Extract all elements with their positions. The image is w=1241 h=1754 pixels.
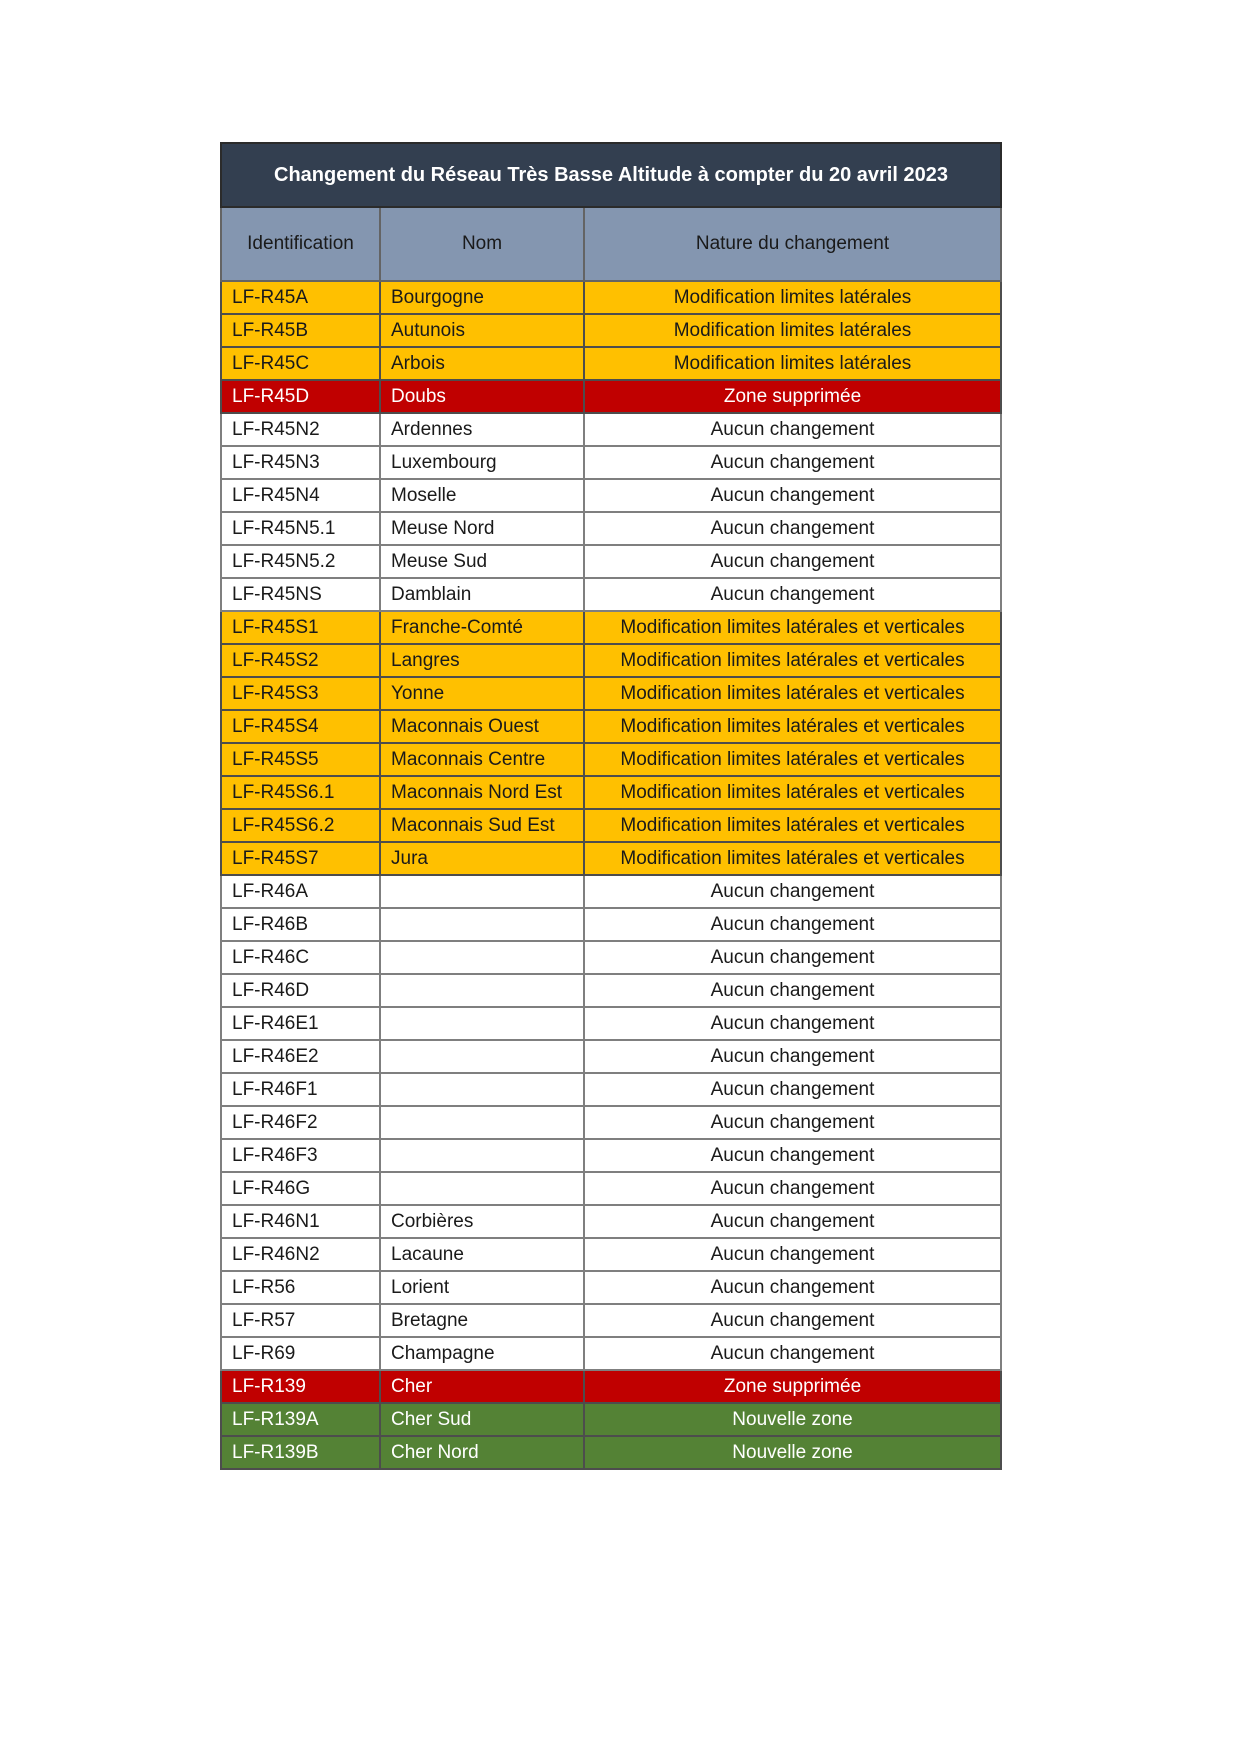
cell-nom [380,1172,584,1205]
cell-nature: Zone supprimée [584,380,1001,413]
cell-nature: Aucun changement [584,974,1001,1007]
table-row [221,446,1001,479]
cell-nom: Luxembourg [380,446,584,479]
table-row [221,1172,1001,1205]
cell-identification: LF-R46F3 [221,1139,380,1172]
cell-nature: Aucun changement [584,1337,1001,1370]
cell-identification: LF-R46N2 [221,1238,380,1271]
cell-nature: Aucun changement [584,1139,1001,1172]
cell-nom: Arbois [380,347,584,380]
cell-nom: Jura [380,842,584,875]
table-title-row [221,143,1001,207]
cell-identification: LF-R45S1 [221,611,380,644]
cell-nature: Aucun changement [584,908,1001,941]
cell-identification: LF-R45S6.2 [221,809,380,842]
cell-identification: LF-R57 [221,1304,380,1337]
cell-nom [380,1007,584,1040]
table-row [221,644,1001,677]
table-title: Changement du Réseau Très Basse Altitude à compter du 20 avril 2023 [221,143,1001,207]
table-row [221,1403,1001,1436]
cell-nature: Aucun changement [584,1271,1001,1304]
cell-nature: Modification limites latérales et verticales [584,710,1001,743]
cell-identification: LF-R46G [221,1172,380,1205]
cell-nom: Maconnais Centre [380,743,584,776]
cell-identification: LF-R45NS [221,578,380,611]
cell-identification: LF-R45C [221,347,380,380]
cell-nom: Champagne [380,1337,584,1370]
cell-nature: Modification limites latérales [584,281,1001,314]
cell-nature: Modification limites latérales et verticales [584,644,1001,677]
cell-nature: Aucun changement [584,1106,1001,1139]
cell-identification: LF-R45S6.1 [221,776,380,809]
cell-nom [380,875,584,908]
cell-nature: Modification limites latérales et verticales [584,743,1001,776]
cell-identification: LF-R46E1 [221,1007,380,1040]
table-body [221,281,1001,1469]
cell-nom: Cher Nord [380,1436,584,1469]
cell-nom: Damblain [380,578,584,611]
cell-identification: LF-R46B [221,908,380,941]
cell-nature: Modification limites latérales et verticales [584,842,1001,875]
cell-nature: Modification limites latérales et verticales [584,611,1001,644]
cell-identification: LF-R69 [221,1337,380,1370]
cell-nature: Aucun changement [584,578,1001,611]
table-row [221,1040,1001,1073]
cell-nature: Nouvelle zone [584,1403,1001,1436]
table-row [221,347,1001,380]
tbla-change-table [220,142,1000,1470]
table-row [221,611,1001,644]
change-table [220,142,1002,1470]
cell-nature: Modification limites latérales [584,314,1001,347]
cell-nom [380,908,584,941]
cell-nature: Aucun changement [584,1304,1001,1337]
table-row [221,380,1001,413]
table-row [221,974,1001,1007]
cell-identification: LF-R45S5 [221,743,380,776]
cell-nom: Lacaune [380,1238,584,1271]
cell-identification: LF-R45N5.1 [221,512,380,545]
cell-identification: LF-R46E2 [221,1040,380,1073]
cell-nom: Maconnais Ouest [380,710,584,743]
table-row [221,743,1001,776]
cell-nature: Aucun changement [584,1172,1001,1205]
cell-nom: Bourgogne [380,281,584,314]
cell-nom: Maconnais Nord Est [380,776,584,809]
cell-nom [380,1106,584,1139]
table-row [221,941,1001,974]
cell-nom [380,941,584,974]
table-header-row [221,207,1001,281]
table-row [221,1007,1001,1040]
cell-nature: Modification limites latérales [584,347,1001,380]
cell-nature: Aucun changement [584,1238,1001,1271]
cell-identification: LF-R45N3 [221,446,380,479]
cell-nom: Langres [380,644,584,677]
cell-identification: LF-R45S3 [221,677,380,710]
cell-nom: Maconnais Sud Est [380,809,584,842]
cell-identification: LF-R46C [221,941,380,974]
cell-identification: LF-R45N4 [221,479,380,512]
cell-nom [380,974,584,1007]
cell-nature: Aucun changement [584,1205,1001,1238]
cell-identification: LF-R45B [221,314,380,347]
cell-nom: Lorient [380,1271,584,1304]
cell-nature: Modification limites latérales et verticales [584,677,1001,710]
cell-nature: Aucun changement [584,512,1001,545]
cell-nom: Autunois [380,314,584,347]
cell-nature: Aucun changement [584,479,1001,512]
table-row [221,875,1001,908]
cell-nom: Cher [380,1370,584,1403]
cell-nature: Aucun changement [584,875,1001,908]
cell-nom: Yonne [380,677,584,710]
table-row [221,1205,1001,1238]
cell-identification: LF-R46D [221,974,380,1007]
cell-identification: LF-R45N2 [221,413,380,446]
cell-identification: LF-R46A [221,875,380,908]
table-row [221,281,1001,314]
table-row [221,314,1001,347]
column-header-nom: Nom [380,207,584,281]
table-row [221,908,1001,941]
cell-identification: LF-R45N5.2 [221,545,380,578]
cell-nature: Aucun changement [584,1040,1001,1073]
cell-identification: LF-R46F2 [221,1106,380,1139]
table-row [221,512,1001,545]
table-row [221,1139,1001,1172]
table-row [221,1106,1001,1139]
cell-identification: LF-R45S2 [221,644,380,677]
table-row [221,809,1001,842]
table-row [221,677,1001,710]
cell-identification: LF-R45S7 [221,842,380,875]
cell-identification: LF-R45A [221,281,380,314]
cell-nature: Aucun changement [584,941,1001,974]
table-row [221,1304,1001,1337]
cell-identification: LF-R46F1 [221,1073,380,1106]
cell-identification: LF-R45S4 [221,710,380,743]
cell-identification: LF-R139A [221,1403,380,1436]
cell-nature: Modification limites latérales et verticales [584,776,1001,809]
column-header-nature: Nature du changement [584,207,1001,281]
cell-identification: LF-R46N1 [221,1205,380,1238]
table-row [221,578,1001,611]
cell-nom: Meuse Nord [380,512,584,545]
cell-nom: Bretagne [380,1304,584,1337]
cell-nom: Doubs [380,380,584,413]
cell-nature: Aucun changement [584,446,1001,479]
table-row [221,479,1001,512]
table-row [221,1370,1001,1403]
cell-nom: Ardennes [380,413,584,446]
table-row [221,1337,1001,1370]
cell-nature: Aucun changement [584,1007,1001,1040]
table-row [221,710,1001,743]
cell-nom [380,1139,584,1172]
cell-identification: LF-R45D [221,380,380,413]
table-row [221,842,1001,875]
cell-nature: Nouvelle zone [584,1436,1001,1469]
cell-nom [380,1040,584,1073]
cell-identification: LF-R56 [221,1271,380,1304]
cell-identification: LF-R139B [221,1436,380,1469]
cell-identification: LF-R139 [221,1370,380,1403]
cell-nature: Zone supprimée [584,1370,1001,1403]
table-row [221,1073,1001,1106]
table-row [221,413,1001,446]
cell-nature: Aucun changement [584,1073,1001,1106]
cell-nom: Corbières [380,1205,584,1238]
cell-nom: Cher Sud [380,1403,584,1436]
table-row [221,1271,1001,1304]
table-row [221,1238,1001,1271]
table-row [221,545,1001,578]
column-header-identification: Identification [221,207,380,281]
cell-nature: Aucun changement [584,413,1001,446]
cell-nom: Franche-Comté [380,611,584,644]
cell-nom [380,1073,584,1106]
cell-nature: Aucun changement [584,545,1001,578]
cell-nom: Meuse Sud [380,545,584,578]
table-row [221,776,1001,809]
table-row [221,1436,1001,1469]
cell-nom: Moselle [380,479,584,512]
cell-nature: Modification limites latérales et verticales [584,809,1001,842]
